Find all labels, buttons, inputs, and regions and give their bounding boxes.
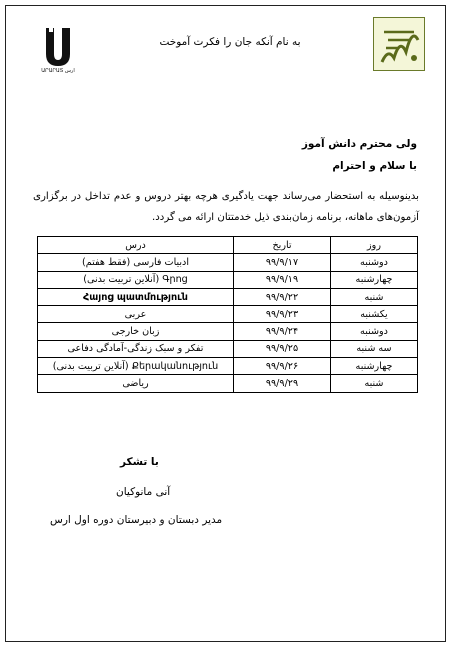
cell-date: ۹۹/۹/۱۷ <box>234 254 331 271</box>
table-row <box>38 340 418 357</box>
header-day: روز <box>331 237 418 254</box>
cell-date: ۹۹/۹/۱۹ <box>234 271 331 288</box>
table-row <box>38 271 418 288</box>
cell-lesson: تفکر و سبک زندگی-آمادگی دفاعی <box>38 340 234 357</box>
cell-lesson: Գրոց (آنلاین تربیت بدنی) <box>38 271 234 288</box>
cell-date: ۹۹/۹/۲۲ <box>234 288 331 305</box>
table-header-row <box>38 237 418 254</box>
table-row <box>38 323 418 340</box>
cell-date: ۹۹/۹/۲۳ <box>234 306 331 323</box>
body-paragraph: بدینوسیله به استحضار می‌رساند جهت یادگیری هرچه بهتر دروس و عدم تداخل در برگزاری آزمون‌های ماهانه، برنامه زمان‌بندی ذیل خدمتتان ارائه می گردد. <box>33 191 419 223</box>
cell-day: دوشنبه <box>331 323 418 340</box>
cell-lesson: عربی <box>38 306 234 323</box>
cell-lesson: Հայոց պատմություն <box>38 288 234 305</box>
cell-lesson: Քերականություն (آنلاین تربیت بدنی) <box>38 358 234 375</box>
cell-day: چهارشنبه <box>331 358 418 375</box>
table-row <box>38 288 418 305</box>
signature-thanks: با تشکر <box>120 456 159 468</box>
header-lesson: درس <box>38 237 234 254</box>
salutation: ولی محترم دانش آموز <box>301 138 417 150</box>
education-ministry-logo <box>373 17 425 71</box>
cell-date: ۹۹/۹/۲۶ <box>234 358 331 375</box>
cell-day: دوشنبه <box>331 254 418 271</box>
left-logo-text: ԱՐԱՐԱՏ ارس <box>41 68 75 74</box>
signature-title: مدیر دبستان و دبیرستان دوره اول ارس <box>50 514 223 526</box>
cell-date: ۹۹/۹/۲۴ <box>234 323 331 340</box>
ararat-school-logo <box>40 24 76 74</box>
header-date: تاریخ <box>234 237 331 254</box>
exam-schedule-table <box>37 236 418 393</box>
cell-lesson: زبان خارجی <box>38 323 234 340</box>
cell-date: ۹۹/۹/۲۵ <box>234 340 331 357</box>
cell-lesson: ادبیات فارسی (فقط هفتم) <box>38 254 234 271</box>
page-header-title: به نام آنکه جان را فکرت آموخت <box>159 36 301 48</box>
cell-day: شنبه <box>331 375 418 392</box>
cell-date: ۹۹/۹/۲۹ <box>234 375 331 392</box>
cell-day: یکشنبه <box>331 306 418 323</box>
table-row <box>38 306 418 323</box>
table-row <box>38 375 418 392</box>
regards: با سلام و احترام <box>332 160 417 172</box>
signature-name: آنی مانوکیان <box>116 486 171 498</box>
table-row <box>38 254 418 271</box>
cell-day: شنبه <box>331 288 418 305</box>
cell-day: چهارشنبه <box>331 271 418 288</box>
cell-day: سه شنبه <box>331 340 418 357</box>
table-row <box>38 358 418 375</box>
cell-lesson: ریاضی <box>38 375 234 392</box>
